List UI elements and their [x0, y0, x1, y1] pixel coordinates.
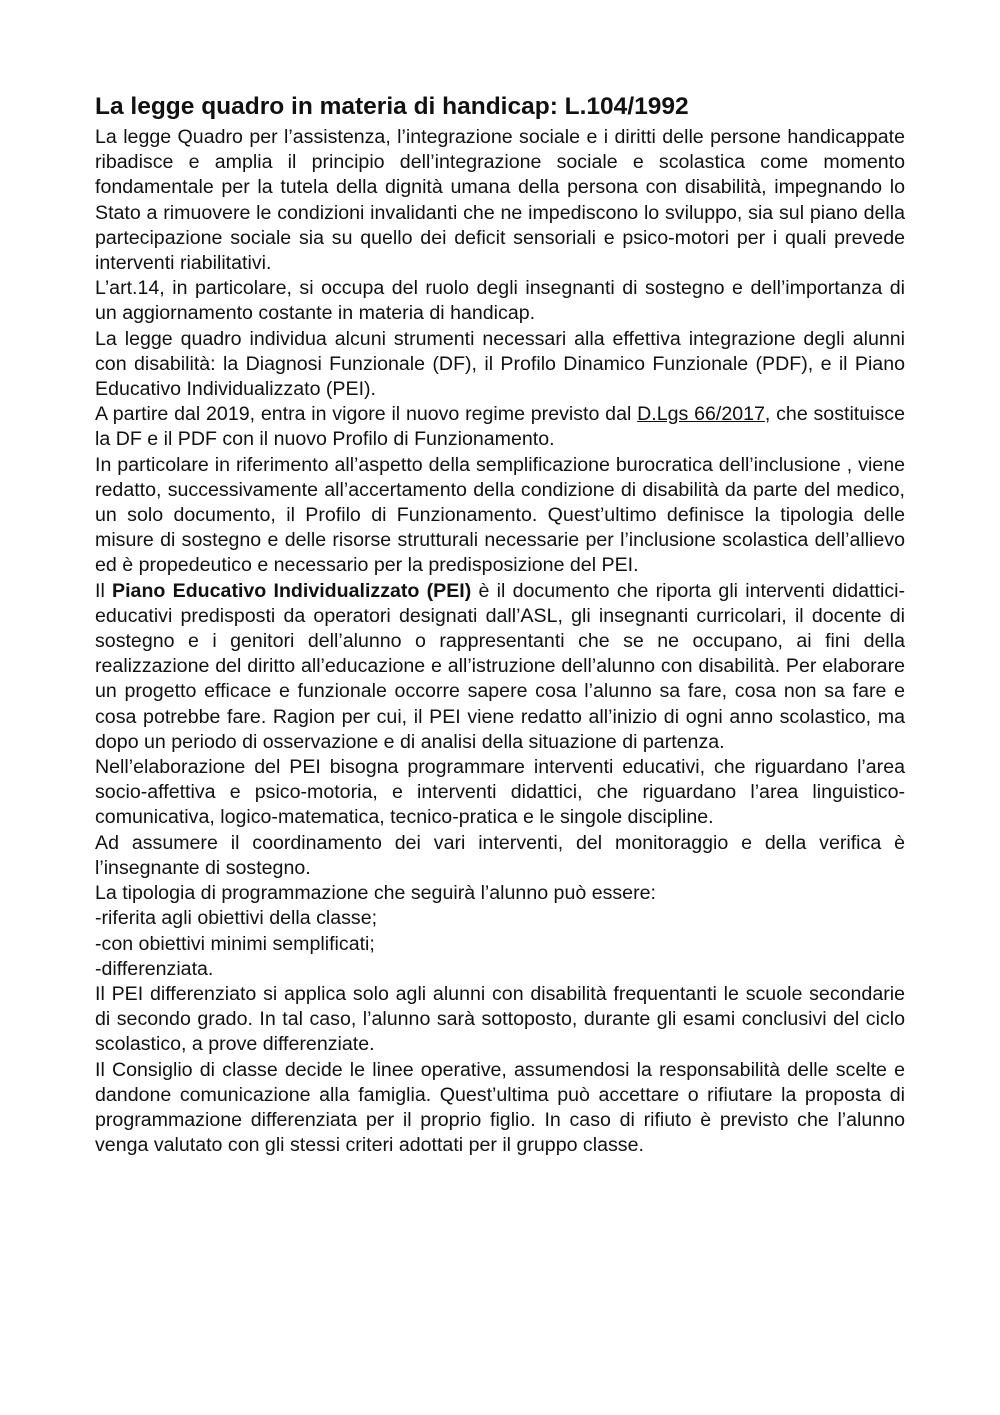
dlgs-text-before: A partire dal 2019, entra in vigore il nuovo regime previsto dal — [95, 403, 638, 426]
document-title: La legge quadro in materia di handicap: L.104/1992 — [95, 93, 689, 120]
paragraph-art14: L’art.14, in particolare, si occupa del ruolo degli insegnanti di sostegno e dell’importanza di un aggiornamento costante in materia di handicap. — [95, 277, 905, 325]
list-item: -differenziata. — [95, 957, 214, 980]
document-page — [95, 91, 905, 1158]
paragraph-consiglio: Il Consiglio di classe decide le linee operative, assumendosi la responsabilità delle scelte e dandone comunicazione alla famiglia. Quest’ultima può accettare o rifiutare la proposta di programmazione differenziata per il proprio figlio. In caso di rifiuto è previsto che l’alunno venga valutato con gli stessi criteri adottati per il gruppo classe. — [95, 1058, 905, 1157]
dlgs-text-after: , che sostituisce la DF e il PDF con il nuovo Profilo di Funzionamento. — [95, 403, 905, 451]
paragraph-pei — [95, 579, 905, 755]
paragraph-tipologia: La tipologia di programmazione che seguirà l’alunno può essere: — [95, 882, 656, 905]
paragraph-pei-differenziato: Il PEI differenziato si applica solo agli alunni con disabilità frequentanti le scuole secondarie di secondo grado. In tal caso, l’alunno sarà sottoposto, durante gli esami conclusivi del ciclo scolastico, a prove differenziate. — [95, 982, 905, 1056]
pei-text-after: è il documento che riporta gli interventi didattici-educativi predisposti da operatori designati dall’ASL, gli insegnanti curricolari, il docente di sostegno e i genitori dell’alunno o rappresentanti che se ne occupano, ai fini della realizzazione del diritto all’educazione e all’istruzione dell’alunno con disabilità. Per elaborare un progetto efficace e funzionale occorre sapere cosa l’alunno sa fare, cosa non sa fare e cosa potrebbe fare. Ragion per cui, il PEI viene redatto all’inizio di ogni anno scolastico, ma dopo un periodo di osservazione e di analisi della situazione di partenza. — [95, 579, 905, 753]
dlgs-link[interactable]: D.Lgs 66/2017 — [637, 403, 765, 426]
paragraph-intro: La legge Quadro per l’assistenza, l’integrazione sociale e i diritti delle persone handicappate ribadisce e amplia il principio dell’integrazione sociale e scolastica come momento fondamentale per la tutela della dignità umana della persona con disabilità, impegnando lo Stato a rimuovere le condizioni invalidanti che ne impediscono lo sviluppo, sia sul piano della partecipazione sociale sia su quello dei deficit sensoriali e psico-motori per i quali prevede interventi riabilitativi. — [95, 126, 905, 275]
list-item: -con obiettivi minimi semplificati; — [95, 932, 375, 955]
list-item: -riferita agli obiettivi della classe; — [95, 907, 378, 930]
paragraph-dlgs — [95, 402, 905, 452]
paragraph-instruments: La legge quadro individua alcuni strumenti necessari alla effettiva integrazione degli alunni con disabilità: la Diagnosi Funzionale (DF), il Profilo Dinamico Funzionale (PDF), e il Piano Educativo Individualizzato (PEI). — [95, 327, 905, 401]
pei-text-before: Il — [95, 579, 113, 602]
paragraph-elaborazione: Nell’elaborazione del PEI bisogna programmare interventi educativi, che riguardano l’area socio-affettiva e psico-motoria, e interventi didattici, che riguardano l’area linguistico-comunicativa, logico-matematica, tecnico-pratica e le singole discipline. — [95, 756, 905, 829]
pei-bold-term: Piano Educativo Individualizzato (PEI) — [112, 579, 472, 602]
paragraph-profilo-funzionamento: In particolare in riferimento all’aspetto della semplificazione burocratica dell’inclusione , viene redatto, successivamente all’accertamento della condizione di disabilità da parte del medico, un solo documento, il Profilo di Funzionamento. Quest’ultimo definisce la tipologia delle misure di sostegno e delle risorse strutturali necessarie per l’inclusione scolastica dell’allievo ed è propedeutico e necessario per la predisposizione del PEI. — [95, 453, 905, 577]
paragraph-coordinamento: Ad assumere il coordinamento dei vari interventi, del monitoraggio e della verifica è l’insegnante di sostegno. — [95, 831, 905, 879]
